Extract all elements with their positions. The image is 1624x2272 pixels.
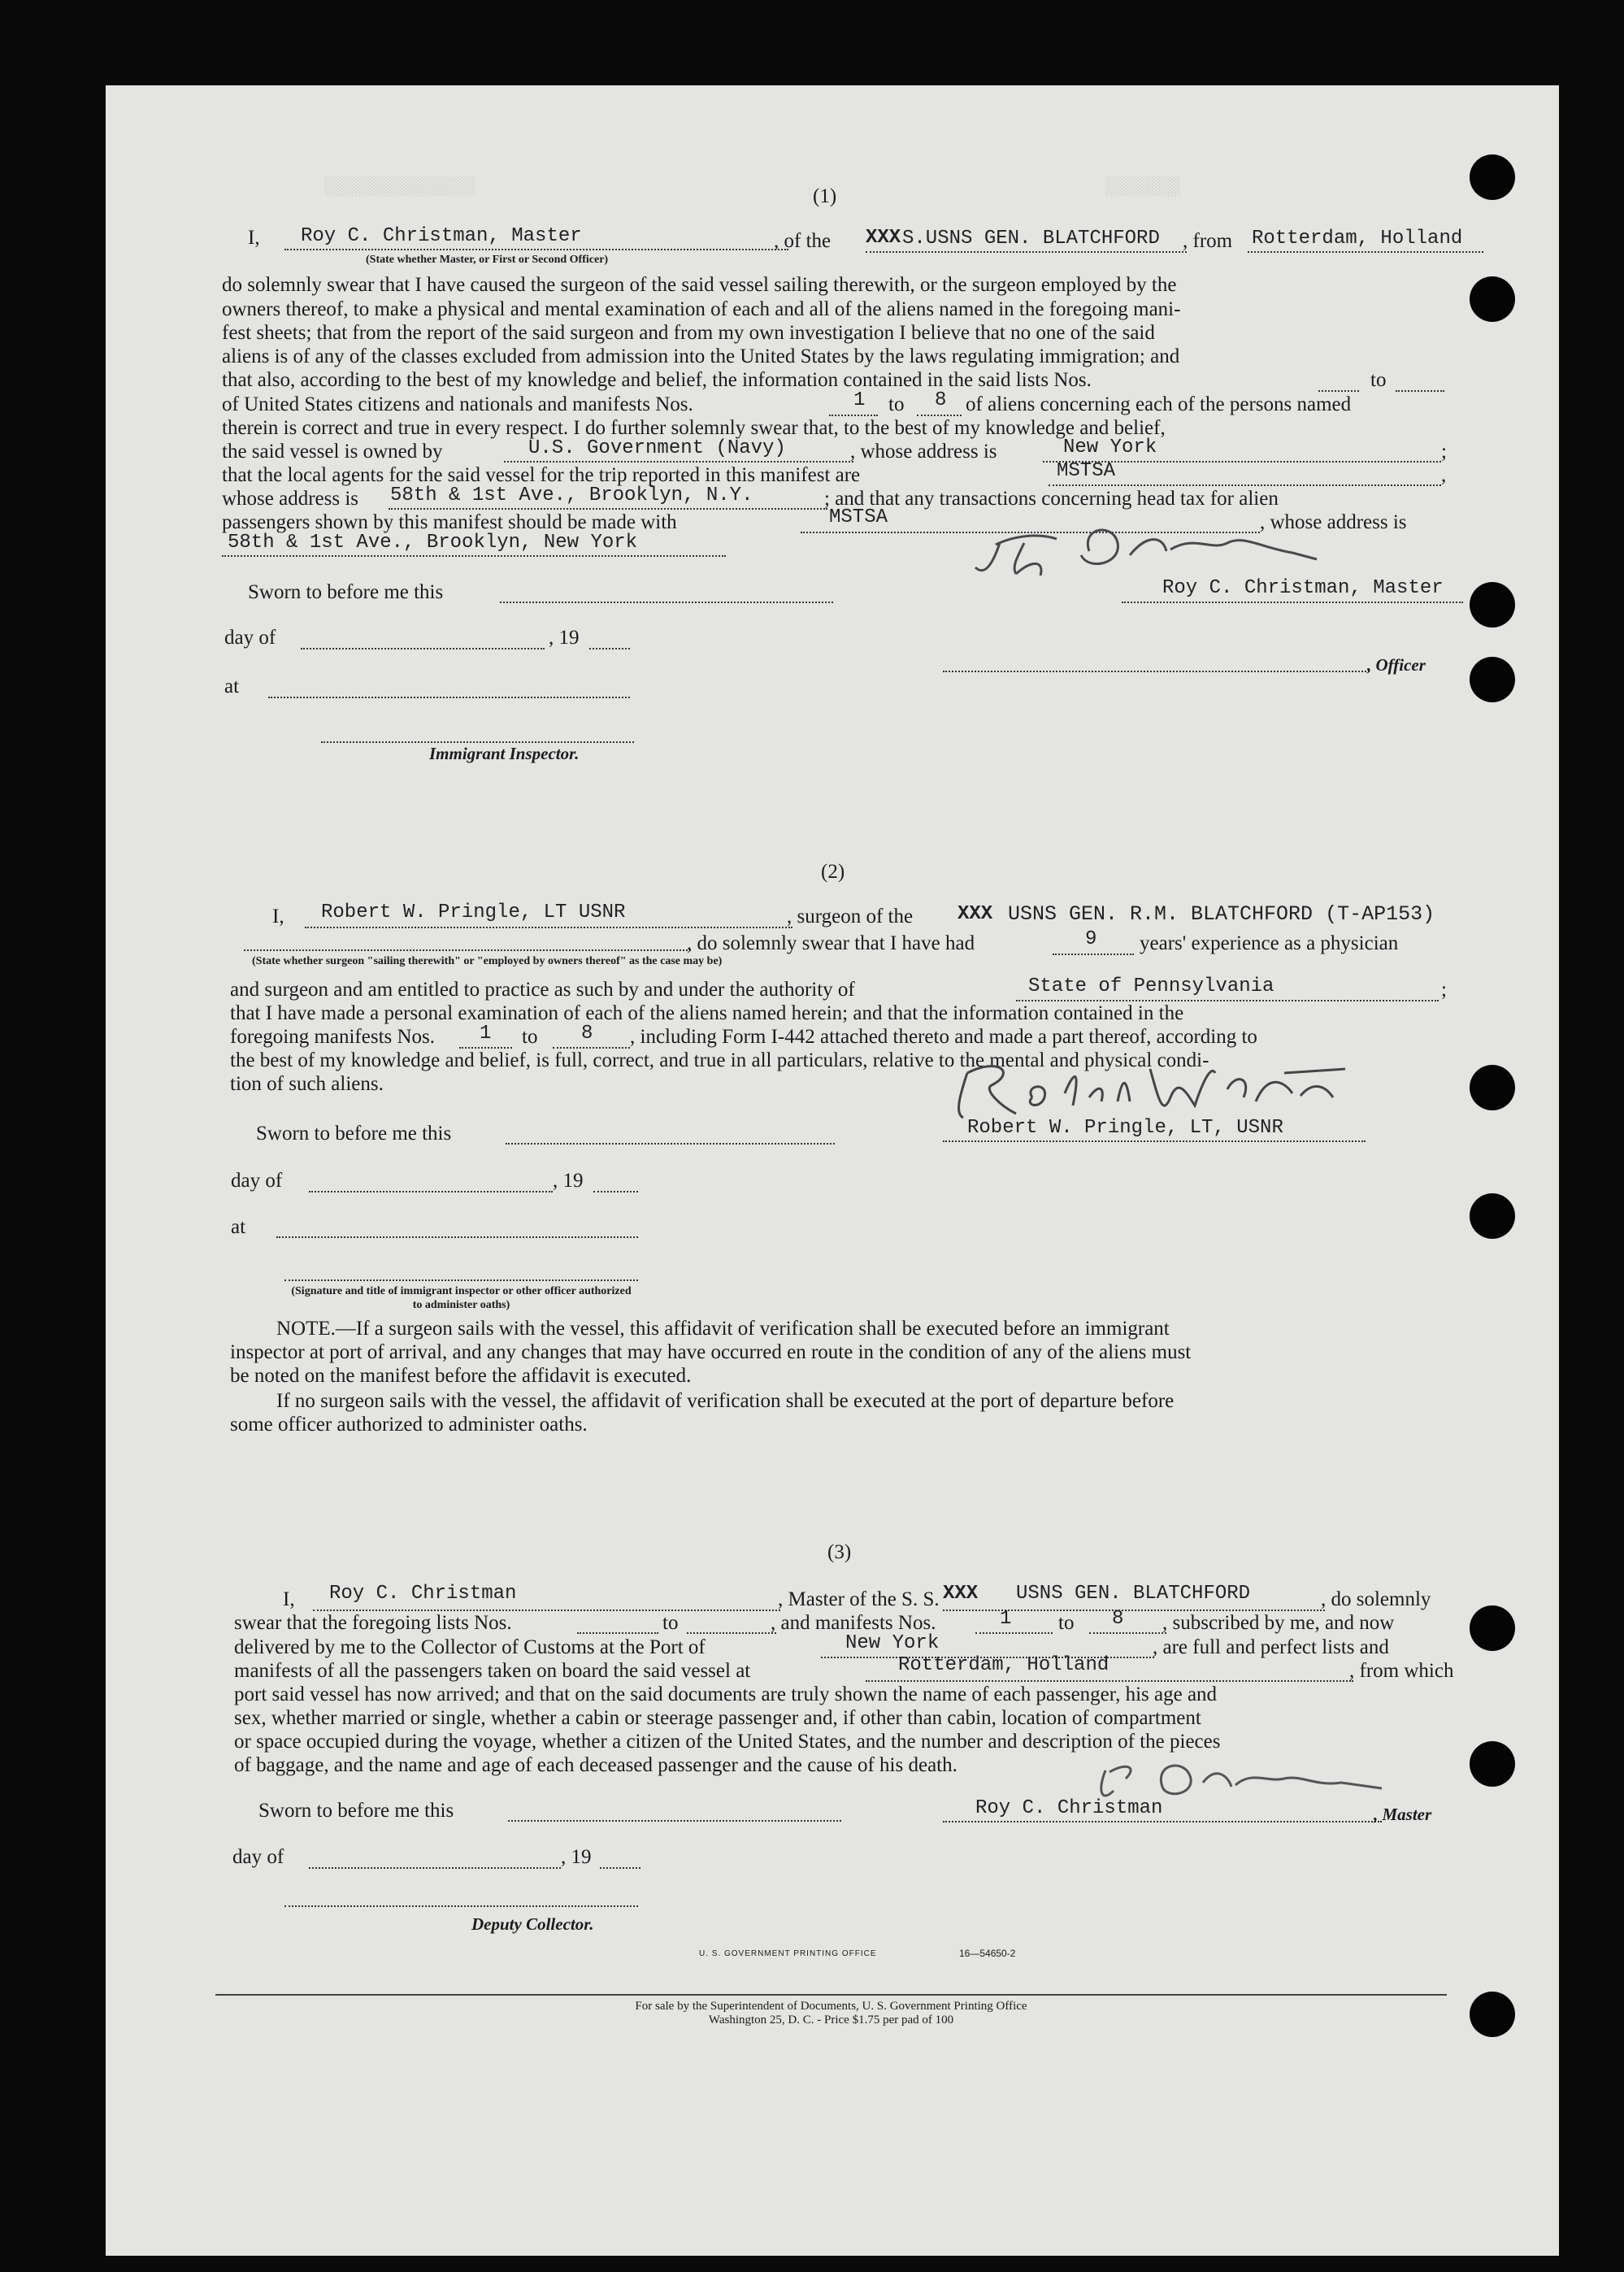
section3-do-solemnly: , do solemnly bbox=[1321, 1588, 1431, 1610]
agents-line bbox=[1049, 484, 1441, 486]
section3-line-4b: , from which bbox=[1349, 1660, 1454, 1682]
section3-day-line bbox=[309, 1867, 561, 1869]
section1-line-6a: of United States citizens and nationals and manifests Nos. bbox=[222, 393, 693, 415]
section3-manifest-from-line bbox=[975, 1632, 1053, 1634]
manifest-to-word: to bbox=[888, 393, 905, 415]
section2-line-2a: and surgeon and am entitled to practice as such by and under the authority of bbox=[230, 979, 855, 1001]
agents-value: MSTSA bbox=[1057, 460, 1116, 482]
lists-from-line bbox=[1318, 390, 1359, 392]
form-number: 16—54650-2 bbox=[959, 1948, 1016, 1959]
section3-line-2c: , subscribed by me, and now bbox=[1162, 1612, 1395, 1634]
section1-year: , 19 bbox=[549, 627, 580, 649]
section1-line-11a: passengers shown by this manifest should be made with bbox=[222, 511, 677, 533]
section3-manifest-to-word: to bbox=[1058, 1612, 1075, 1634]
punch-hole bbox=[1470, 582, 1515, 628]
punch-hole bbox=[1470, 154, 1515, 200]
years-line bbox=[1053, 954, 1134, 955]
authority-value: State of Pennsylvania bbox=[1028, 975, 1274, 997]
section1-line-8b: , whose address is bbox=[850, 441, 997, 463]
printer-imprint: U. S. GOVERNMENT PRINTING OFFICE bbox=[699, 1949, 877, 1958]
note-line-3: be noted on the manifest before the affidavit is executed. bbox=[230, 1365, 692, 1387]
section3-manifest-to-line bbox=[1089, 1632, 1166, 1634]
surgeon-name-value: Robert W. Pringle, LT USNR bbox=[321, 901, 626, 923]
section1-at: at bbox=[224, 676, 240, 697]
section1-i: I, bbox=[248, 227, 260, 249]
section1-from: , from bbox=[1183, 230, 1233, 252]
semicolon: ; bbox=[1441, 441, 1447, 463]
struck-prefix: XXX bbox=[866, 227, 901, 249]
section3-line-2a: swear that the foregoing lists Nos. bbox=[234, 1612, 512, 1634]
section2-manifest-from: 1 bbox=[480, 1023, 492, 1045]
section3-sworn-line bbox=[508, 1820, 841, 1822]
semicolon-2: ; bbox=[1441, 979, 1447, 1001]
section2-at: at bbox=[231, 1216, 246, 1238]
section3-i: I, bbox=[283, 1588, 295, 1610]
section2-line-4b: , including Form I-442 attached thereto and made a part thereof, according to bbox=[630, 1026, 1257, 1048]
master-name-line bbox=[284, 249, 788, 250]
note-line-4: If no surgeon sails with the vessel, the affidavit of verification shall be executed at the port of departure before bbox=[276, 1390, 1175, 1412]
comma: , bbox=[1441, 464, 1447, 486]
vessel-line bbox=[866, 251, 1187, 253]
section2-surgeon-of: , surgeon of the bbox=[787, 906, 914, 927]
section1-line-10a: whose address is bbox=[222, 488, 359, 510]
section2-line-6: tion of such aliens. bbox=[230, 1073, 384, 1095]
from-port-line bbox=[1248, 251, 1483, 253]
section3-day-of: day of bbox=[232, 1846, 284, 1868]
master-caption: (State whether Master, or First or Second Officer) bbox=[366, 254, 609, 266]
section1-line-2: owners thereof, to make a physical and mental examination of each and all of the aliens named in the foregoing mani- bbox=[222, 298, 1181, 320]
section3-line-2b: , and manifests Nos. bbox=[771, 1612, 936, 1634]
section2-line-3: that I have made a personal examination of each of the aliens named herein; and that the information contained in the bbox=[230, 1002, 1184, 1024]
section3-line-3b: , are full and perfect lists and bbox=[1153, 1636, 1389, 1658]
section3-line-7: or space occupied during the voyage, whether a citizen of the United States, and the number and description of the pieces bbox=[234, 1731, 1221, 1753]
section2-sworn-line bbox=[506, 1143, 835, 1145]
section3-master-of: , Master of the S. S. bbox=[778, 1588, 940, 1610]
port-value: New York bbox=[845, 1632, 940, 1654]
surgeon-name-line bbox=[305, 927, 792, 928]
deputy-collector-caption: Deputy Collector. bbox=[471, 1914, 594, 1934]
section1-day-of: day of bbox=[224, 627, 276, 649]
section2-year-line bbox=[593, 1191, 638, 1192]
section2-at-line bbox=[276, 1236, 638, 1238]
punch-hole bbox=[1470, 1193, 1515, 1239]
section3-lists-to-line bbox=[687, 1632, 776, 1634]
collector-line bbox=[284, 1905, 638, 1907]
section2-vessel: USNS GEN. R.M. BLATCHFORD (T-AP153) bbox=[1008, 902, 1435, 926]
section1-signer: Roy C. Christman, Master bbox=[1162, 577, 1444, 599]
section2-line-1b: years' experience as a physician bbox=[1140, 932, 1399, 954]
years-value: 9 bbox=[1085, 928, 1097, 950]
surgeon-type-line bbox=[244, 949, 691, 951]
note-line-2: inspector at port of arrival, and any changes that may have occurred en route in the condition of any of the aliens must bbox=[230, 1341, 1192, 1363]
section3-line-6: sex, whether married or single, whether a cabin or steerage passenger and, if other than cabin, location of compartment bbox=[234, 1707, 1201, 1729]
section2-day-of: day of bbox=[231, 1170, 283, 1192]
section2-manifest-to: 8 bbox=[581, 1023, 593, 1045]
sale-line-2: Washington 25, D. C. - Price $1.75 per pad of 100 bbox=[708, 2014, 954, 2027]
note-line-5: some officer authorized to administer oaths. bbox=[230, 1414, 588, 1436]
section3-lists-from-line bbox=[577, 1632, 658, 1634]
section2-line-5: the best of my knowledge and belief, is full, correct, and true in all particulars, relative to the mental and physical condi- bbox=[230, 1049, 1209, 1071]
section1-officer: , Officer bbox=[1367, 655, 1426, 675]
punch-hole bbox=[1470, 1605, 1515, 1651]
section2-year: , 19 bbox=[553, 1170, 584, 1192]
sale-line-1: For sale by the Superintendent of Documents, U. S. Government Printing Office bbox=[635, 2000, 1027, 2013]
section3-year-line bbox=[600, 1867, 640, 1869]
head-tax-address-line bbox=[222, 555, 726, 557]
punch-hole bbox=[1470, 657, 1515, 702]
surgeon-caption: (State whether surgeon "sailing therewith" or "employed by owners thereof" as the case may be) bbox=[252, 955, 723, 967]
punch-hole bbox=[1470, 1065, 1515, 1110]
section1-sworn: Sworn to before me this bbox=[248, 581, 444, 603]
section2-sig-caption: (Signature and title of immigrant inspector or other officer authorized to administer oaths) bbox=[291, 1285, 632, 1311]
boarded-at-line bbox=[866, 1680, 1353, 1682]
manifest-from-value: 1 bbox=[853, 389, 866, 411]
section1-line-3: fest sheets; that from the report of the said surgeon and from my own investigation I believe that no one of the said bbox=[222, 322, 1155, 344]
note-line-1: NOTE.—If a surgeon sails with the vessel, this affidavit of verification shall be executed before an immigrant bbox=[276, 1318, 1170, 1340]
bleed-through-text: ░░░░░░░░░░░░░░ bbox=[325, 177, 475, 198]
section2-sig-line bbox=[284, 1279, 638, 1281]
section1-line-11b: , whose address is bbox=[1260, 511, 1407, 533]
punch-hole bbox=[1470, 276, 1515, 322]
year-line bbox=[589, 648, 630, 649]
section2-line-1a: , do solemnly swear that I have had bbox=[687, 932, 975, 954]
at-line bbox=[268, 697, 630, 698]
footer-rule bbox=[215, 1994, 1447, 1996]
section3-struck: XXX bbox=[943, 1583, 979, 1605]
section1-line-10b: ; and that any transactions concerning head tax for alien bbox=[824, 488, 1279, 510]
section3-year: , 19 bbox=[561, 1846, 592, 1868]
owner-line bbox=[504, 461, 853, 463]
section1-line-6b: of aliens concerning each of the persons named bbox=[966, 393, 1352, 415]
bleed-through-text: ░░░░░░░ bbox=[1105, 177, 1181, 198]
agents-address-line bbox=[389, 508, 827, 510]
section2-heading: (2) bbox=[821, 861, 845, 883]
section2-day-line bbox=[309, 1191, 553, 1192]
section2-signer: Robert W. Pringle, LT, USNR bbox=[967, 1117, 1283, 1139]
section3-master-value: Roy C. Christman bbox=[329, 1583, 517, 1605]
section2-manifest-to-word: to bbox=[522, 1026, 538, 1048]
immigrant-inspector-caption: Immigrant Inspector. bbox=[429, 744, 580, 763]
boarded-at-value: Rotterdam, Holland bbox=[898, 1654, 1109, 1676]
section3-line-4a: manifests of all the passengers taken on board the said vessel at bbox=[234, 1660, 751, 1682]
section2-struck: XXX bbox=[957, 903, 993, 925]
section2-signer-line bbox=[943, 1140, 1366, 1142]
section3-manifest-from: 1 bbox=[1000, 1608, 1012, 1630]
day-line bbox=[301, 648, 545, 649]
section1-heading: (1) bbox=[813, 185, 837, 207]
section3-line-8: of baggage, and the name and age of each deceased passenger and the cause of his death. bbox=[234, 1754, 957, 1776]
section3-manifest-to: 8 bbox=[1112, 1608, 1124, 1630]
section2-line-4a: foregoing manifests Nos. bbox=[230, 1026, 436, 1048]
vessel-value: S.USNS GEN. BLATCHFORD bbox=[902, 228, 1160, 250]
section3-signer-line bbox=[943, 1821, 1382, 1822]
section3-lists-to: to bbox=[662, 1612, 679, 1634]
owner-value: U.S. Government (Navy) bbox=[528, 437, 786, 459]
lists-to-line bbox=[1396, 390, 1444, 392]
from-port-value: Rotterdam, Holland bbox=[1252, 228, 1463, 250]
section3-line-3a: delivered by me to the Collector of Customs at the Port of bbox=[234, 1636, 706, 1658]
section1-line-9a: that the local agents for the said vessel for the trip reported in this manifest are bbox=[222, 464, 861, 486]
punch-hole bbox=[1470, 1992, 1515, 2037]
section1-line-7: therein is correct and true in every respect. I do further solemnly swear that, to the best of my knowledge and belief, bbox=[222, 417, 1166, 439]
punch-hole bbox=[1470, 1741, 1515, 1787]
agents-address-value: 58th & 1st Ave., Brooklyn, N.Y. bbox=[390, 484, 753, 506]
head-tax-address-value: 58th & 1st Ave., Brooklyn, New York bbox=[228, 532, 638, 554]
section2-sworn: Sworn to before me this bbox=[256, 1123, 452, 1145]
section1-line-5: that also, according to the best of my knowledge and belief, the information contained in the said lists Nos. bbox=[222, 369, 1092, 391]
manifest-to-value: 8 bbox=[935, 389, 947, 411]
section3-signer: Roy C. Christman bbox=[975, 1797, 1163, 1819]
section3-line-5: port said vessel has now arrived; and that on the said documents are truly shown the name of each passenger, his age and bbox=[234, 1683, 1218, 1705]
section1-line-8a: the said vessel is owned by bbox=[222, 441, 443, 463]
signer-line bbox=[1122, 602, 1463, 603]
master-name-value: Roy C. Christman, Master bbox=[301, 225, 582, 247]
section3-vessel: USNS GEN. BLATCHFORD bbox=[1016, 1583, 1251, 1605]
officer-line bbox=[943, 671, 1370, 672]
section3-sworn: Sworn to before me this bbox=[258, 1800, 454, 1822]
owner-address-value: New York bbox=[1063, 437, 1157, 458]
head-tax-agent-value: MSTSA bbox=[829, 506, 888, 528]
section3-master: , Master bbox=[1374, 1805, 1432, 1824]
sworn-date-line bbox=[500, 602, 833, 603]
section1-of-the: , of the bbox=[774, 230, 832, 252]
section1-line-4: aliens is of any of the classes excluded from admission into the United States by the laws regulating immigration; and bbox=[222, 345, 1180, 367]
lists-to: to bbox=[1370, 369, 1387, 391]
section2-i: I, bbox=[272, 906, 284, 927]
section1-line-1: do solemnly swear that I have caused the surgeon of the said vessel sailing therewith, or the surgeon employed by the bbox=[222, 274, 1177, 296]
master-signature bbox=[967, 510, 1325, 584]
section3-heading: (3) bbox=[827, 1541, 852, 1563]
